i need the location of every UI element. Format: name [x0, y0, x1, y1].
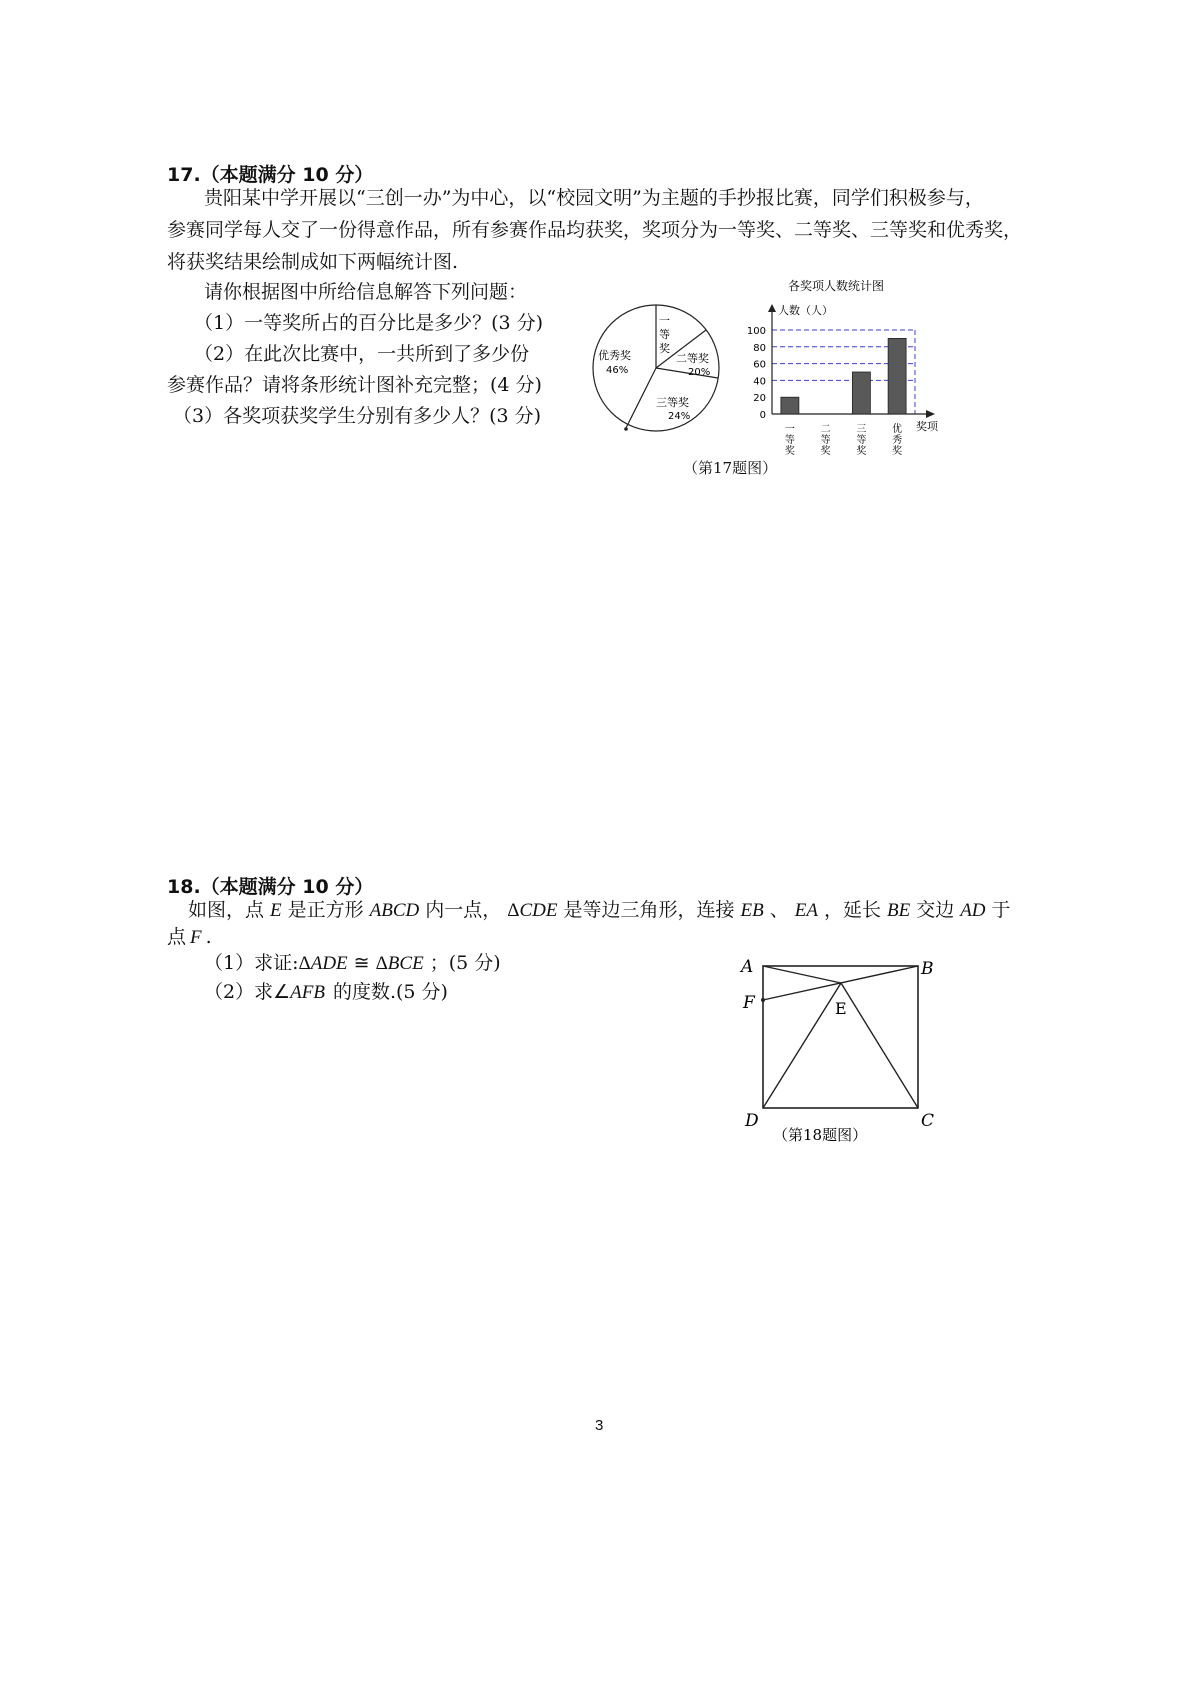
q18-heading: 18.（本题满分 10 分）	[167, 876, 374, 898]
q18-text: ；(5 分)	[429, 952, 501, 974]
q17-subquestion-1: （1）一等奖所占的百分比是多少？(3 分)	[194, 312, 544, 334]
segment-ce	[841, 983, 918, 1108]
label-e: E	[835, 999, 847, 1018]
y-tick-label: 20	[753, 393, 766, 405]
pie-chart	[590, 300, 720, 440]
pie-label-third: 三等奖	[656, 396, 689, 409]
q18-text: （1）求证:	[204, 952, 299, 974]
geometry-figure	[735, 950, 950, 1150]
bar-chart-title: 各奖项人数统计图	[788, 279, 885, 293]
q18-text: （2）求	[204, 981, 274, 1003]
segment-ae	[763, 966, 841, 983]
q17-figure-caption: （第17题图）	[683, 459, 778, 477]
x-tick-label: 二	[820, 424, 831, 435]
triangle-cde-ref: CDE	[519, 900, 558, 921]
angle-symbol: ∠	[273, 982, 291, 1003]
q18-figure-caption: （第18题图）	[773, 1126, 868, 1144]
y-tick-label: 0	[759, 410, 766, 421]
q18-text: 内一点，	[425, 899, 502, 921]
point-f-ref: F	[190, 927, 202, 948]
q17-subquestion-3: （3）各奖项获奖学生分别有多少人？(3 分)	[173, 405, 542, 427]
q17-subquestion-2a: （2）在此次比赛中，一共所到了多少份	[194, 343, 530, 365]
pie-label-first-1: 一	[659, 314, 670, 327]
congruent-symbol: ≅	[353, 953, 370, 974]
x-tick-label: 等	[820, 435, 831, 446]
pie-label-excellent: 优秀奖	[598, 349, 631, 362]
segment-be-ref: BE	[886, 900, 911, 921]
q18-subquestion-2	[204, 976, 448, 1009]
x-tick-label: 三	[856, 424, 867, 435]
q17-prompt: 请你根据图中所给信息解答下列问题：	[204, 281, 528, 303]
pie-label-second: 二等奖	[676, 352, 709, 365]
square-abcd	[763, 966, 918, 1108]
q18-text: 是等边三角形，连接	[563, 899, 735, 921]
bar-chart	[730, 272, 950, 462]
q18-text: 的度数.(5 分)	[332, 981, 448, 1003]
label-b: B	[921, 959, 934, 979]
bar	[781, 397, 799, 414]
q18-text: 、	[769, 899, 789, 921]
q18-text: 于	[991, 899, 1011, 921]
bar	[888, 338, 906, 414]
x-tick-label: 奖	[784, 446, 795, 457]
q17-paragraph-line1: 贵阳某中学开展以“三创一办”为中心，以“校园文明”为主题的手抄报比赛，同学们积极参与，	[204, 187, 984, 209]
x-tick-label: 奖	[820, 446, 831, 457]
triangle-ade-ref: ADE	[310, 953, 348, 974]
triangle-symbol: Δ	[507, 900, 520, 921]
q18-text: 交边	[916, 899, 955, 921]
point-e-ref: E	[270, 900, 282, 921]
label-f: F	[743, 993, 755, 1013]
x-tick-label: 等	[856, 435, 867, 446]
x-tick-label: 等	[784, 435, 795, 446]
q18-text: 点	[167, 926, 187, 948]
label-d: D	[745, 1111, 759, 1131]
x-tick-label: 一	[784, 424, 795, 435]
pie-label-excellent-pct: 46%	[606, 365, 629, 376]
bar-chart-ylabel: 人数（人）	[778, 304, 833, 317]
square-abcd-ref: ABCD	[369, 900, 420, 921]
y-tick-label: 80	[753, 342, 766, 354]
pie-label-first-2: 等	[659, 328, 670, 341]
q18-text: .	[205, 926, 212, 948]
q17-paragraph-line3: 将获奖结果绘制成如下两幅统计图.	[167, 251, 459, 273]
segment-ea-ref: EA	[794, 900, 818, 921]
x-axis-arrow	[926, 410, 935, 418]
pie-dot	[624, 427, 628, 431]
y-tick-label: 100	[746, 326, 766, 337]
q17-subquestion-2b: 参赛作品？请将条形统计图补充完整；(4 分)	[167, 374, 542, 396]
segment-eb-ref: EB	[740, 900, 764, 921]
segment-ad-ref: AD	[960, 900, 986, 921]
pie-label-first-3: 奖	[659, 342, 670, 355]
pie-label-third-pct: 24%	[668, 411, 691, 422]
q18-text: 如图，点	[188, 899, 265, 921]
x-tick-label: 奖	[892, 446, 903, 457]
triangle-symbol: Δ	[375, 953, 388, 974]
y-axis-arrow	[768, 304, 776, 312]
q18-paragraph-line1	[188, 894, 1011, 927]
x-tick-label: 优	[892, 424, 903, 435]
q18-text: 是正方形	[287, 899, 364, 921]
triangle-bce-ref: BCE	[387, 953, 424, 974]
triangle-symbol: Δ	[298, 953, 311, 974]
y-tick-label: 40	[753, 376, 766, 388]
pie-label-second-pct: 20%	[688, 367, 711, 378]
q18-text: ，延长	[823, 899, 881, 921]
q17-heading: 17.（本题满分 10 分）	[167, 164, 374, 186]
x-tick-label: 奖	[856, 446, 867, 457]
angle-afb-ref: AFB	[290, 982, 325, 1003]
y-tick-label: 60	[753, 359, 766, 371]
point-f-dot	[761, 998, 765, 1002]
bar	[852, 372, 870, 414]
label-a: A	[741, 957, 754, 977]
x-tick-label: 秀	[892, 435, 903, 446]
q17-paragraph-line2: 参赛同学每人交了一份得意作品，所有参赛作品均获奖，奖项分为一等奖、二等奖、三等奖和优秀奖，	[167, 219, 1023, 241]
bar-chart-xlabel: 奖项	[916, 420, 938, 433]
page-number: 3	[595, 1417, 604, 1434]
segment-de	[763, 983, 841, 1108]
label-c: C	[921, 1111, 935, 1131]
